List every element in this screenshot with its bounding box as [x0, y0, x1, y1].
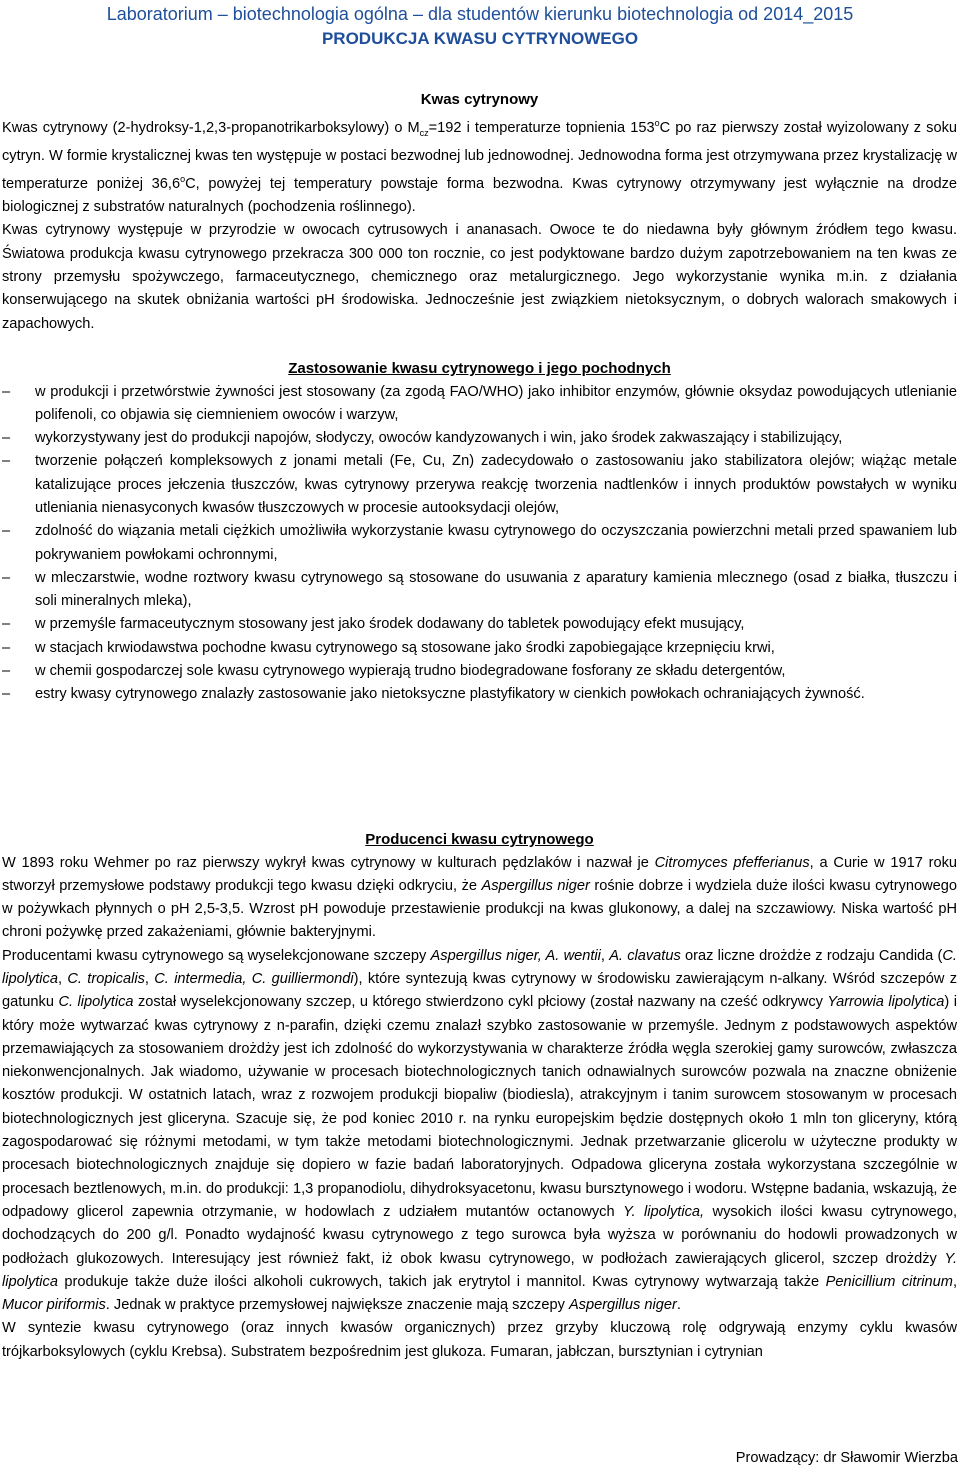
text-run: .: [676, 1297, 681, 1314]
species-name: C. lipolytica: [2, 947, 957, 987]
list-item-text: w chemii gospodarczej sole kwasu cytrynowego wypierają trudno biodegradowane fosforany ze składu detergentów,: [35, 663, 786, 680]
text-run: ,: [952, 1273, 957, 1290]
species-name: Aspergillus niger: [568, 1297, 677, 1314]
species-name: Penicillium citrinum: [825, 1273, 953, 1290]
subscript: cz: [419, 127, 429, 138]
section-heading: Producenci kwasu cytrynowego: [365, 831, 594, 848]
document-title: PRODUKCJA KWASU CYTRYNOWEGO: [321, 29, 639, 48]
text-run: ,: [144, 970, 155, 987]
dash-bullet: –: [2, 686, 11, 703]
applications-list: [2, 381, 957, 707]
species-name: Aspergillus niger, A. wentii: [430, 947, 601, 964]
dash-bullet: –: [2, 663, 11, 680]
text-run: Producentami kwasu cytrynowego są wyselekcjonowane szczepy: [2, 947, 431, 964]
list-item: [2, 660, 957, 683]
list-item-text: estry kwasy cytrynowego znalazły zastosowanie jako nietoksyczne plastyfikatory w cienkich powłokach ochraniających żywność.: [35, 686, 865, 703]
list-item-text: w przemyśle farmaceutycznym stosowany jest jako środek dodawany do tabletek powodujący efekt musujący,: [35, 616, 745, 633]
paragraph: W syntezie kwasu cytrynowego (oraz innych kwasów organicznych) przez grzyby kluczową rolę odgrywają enzymy cyklu kwasów trójkarboksylowych (cyklu Krebsa). Substratem bezpośrednim jest glukoza. Fumaran, jabłczan, bursztynian i cytrynian: [2, 1320, 957, 1360]
text-run: ) i który może wytwarzać kwas cytrynowy z n-parafin, dzięki czemu znalazł szybko zastosowanie w przemyśle. Jednym z podstawowych aspektów przemawiających za stosowaniem drożdży jest ich zdolność do wykorzystywania w charakterze źródła węgla szerokiej gamy surowców, zwłaszcza niekonwencjonalnych. Jak wiadomo, używanie w procesach biotechnologicznych tanich odnawialnych surowców pozwala na znaczne obniżenie kosztów produkcji. W ostatnich latach, wraz z rozwojem produkcji biopaliw (biodiesla), atrakcyjnym i tanim surowcem stosowanym w procesach biotechnologicznych jest gliceryna. Szacuje się, że pod koniec 2010 r. na rynku europejskim będzie dostępnych około 1 mln ton gliceryny, którą zagospodarować się różnymi metodami, w tym także metodami biotechnologicznymi. Jednak przetwarzanie glicerolu w użyteczne produkty w procesach biotechnologicznych znajduje się dopiero w fazie badań laboratoryjnych. Odpadowa gliceryna została wykorzystana szczególnie w procesach beztlenowych, m.in. do produkcji: 1,3 propanodiolu, dihydroksyacetonu, kwasu bursztynowego i wodoru. Wstępne badania, wskazują, że odpadowy glicerol zapewnia otrzymanie, w hodowlach z udziałem mutantów octanowych: [2, 994, 957, 1220]
superscript: o: [654, 117, 660, 128]
list-item: [2, 520, 957, 567]
species-name: Citromyces pfefferianus: [654, 854, 810, 871]
species-name: C. intermedia, C. guilliermondi: [154, 970, 354, 987]
list-item: [2, 450, 957, 520]
paragraph: Kwas cytrynowy występuje w przyrodzie w owocach cytrusowych i ananasach. Owoce te do niedawna były głównym źródłem tego kwasu. Światowa produkcja kwasu cytrynowego przekracza 300 000 ton rocznie, co jest podyktowane bardzo dużym zapotrzebowaniem na ten kwas ze strony przemysłu spożywczego, farmaceutycznego, chemicznego oraz metalurgicznego. Jego wykorzystanie wynika m.in. z działania konserwującego na skutek obniżania wartości pH środowiska. Jednocześnie jest związkiem nietoksycznym, o dobrych walorach smakowych i zapachowych.: [2, 222, 957, 332]
paragraph: [2, 112, 957, 220]
section-applications: [2, 357, 957, 707]
dash-bullet: –: [2, 430, 11, 447]
species-name: Mucor piriformis: [2, 1297, 106, 1314]
text-run: C po raz pierwszy został wyizolowany z soku cytryn. W formie krystalicznej kwas ten występuje w postaci bezwodnej lub jednowodnej. Jednowodna forma jest otrzymywana przez krystalizację w temperaturze poniżej 36,6: [2, 119, 957, 192]
section-citric-acid: [2, 88, 957, 336]
list-item: [2, 427, 957, 450]
species-name: Y. lipolytica: [2, 1250, 957, 1290]
section-heading: Kwas cytrynowy: [420, 91, 539, 108]
list-item-text: w mleczarstwie, wodne roztwory kwasu cytrynowego są stosowane do usuwania z aparatury kamienia mlecznego (osad z białka, tłuszczu i soli mineralnych mleka),: [35, 569, 957, 610]
paragraph: [2, 852, 957, 945]
list-item-text: wykorzystywany jest do produkcji napojów, słodyczy, owoców kandyzowanych i win, jako środek zakwaszający i stabilizujący,: [35, 430, 843, 447]
list-item-text: w stacjach krwiodawstwa pochodne kwasu cytrynowego są stosowane jako środki zapobiegające krzepnięciu krwi,: [35, 639, 775, 656]
text-run: ,: [600, 947, 610, 964]
text-run: produkuje także duże ilości alkoholi cukrowych, takich jak erytrytol i mannitol. Kwas cytrynowy wytwarzają także: [57, 1273, 826, 1290]
course-header: Laboratorium – biotechnologia ogólna – dla studentów kierunku biotechnologia od 2014_2015: [106, 4, 854, 24]
text-run: Kwas cytrynowy (2-hydroksy-1,2,3-propanotrikarboksylowy) o M: [2, 119, 420, 136]
list-item-text: zdolność do wiązania metali ciężkich umożliwiła wykorzystanie kwasu cytrynowego do oczyszczania powierzchni metali przed spawaniem lub pokrywaniem powłokami ochronnymi,: [35, 523, 957, 563]
list-item-text: tworzenie połączeń kompleksowych z jonami metali (Fe, Cu, Zn) zadecydowało o zastosowaniu jako stabilizatora olejów; wiążąc metale katalizujące proces jełczenia tłuszczów, kwas cytrynowy przerywa reakcję tworzenia nadtlenków i innych produktów powstałych w wyniku utleniania nienasyconych kwasów tłuszczowych w procesie autooksydacji olejów,: [35, 453, 957, 516]
species-name: C. tropicalis: [67, 970, 145, 987]
text-run: oraz liczne drożdże z rodzaju Candida (: [680, 947, 943, 964]
text-run: został wyselekcjonowany szczep, u którego stwierdzono cykl płciowy (został nazwany na cześć odkrywcy: [133, 994, 828, 1011]
dash-bullet: –: [2, 523, 11, 540]
list-item: [2, 567, 957, 614]
list-item: [2, 637, 957, 660]
dash-bullet: –: [2, 639, 11, 656]
dash-bullet: –: [2, 453, 11, 470]
superscript: o: [180, 173, 186, 184]
text-run: wysokich ilości kwasu cytrynowego, dochodzących do 200 g/l. Ponadto wydajność kwasu cytrynowego z tego surowca była wyższa w porównaniu do hodowli prowadzonych w podłożach glukozowych. Interesujący jest również fakt, iż obok kwasu cytrynowego, w podłożach zawierających glicerol, szczep drożdży: [2, 1203, 957, 1267]
species-name: Yarrowia lipolytica: [827, 994, 945, 1011]
text-run: =192 i temperaturze topnienia 153: [428, 119, 655, 136]
text-run: W 1893 roku Wehmer po raz pierwszy wykrył kwas cytrynowy w kulturach pędzlaków i nazwał je: [2, 854, 655, 871]
text-run: rośnie dobrze i wydziela duże ilości kwasu cytrynowego w pożywkach płynnych o pH 2,5-3,5. Wzrost pH powoduje przestawienie produkcji na kwas glukonowy, a dalej na szczawiowy. Niska wartość pH chroni pożywkę przed zakażeniami, głównie bakteryjnymi.: [2, 877, 958, 941]
species-name: C. lipolytica: [58, 994, 134, 1011]
list-item: [2, 683, 957, 706]
paragraph: [2, 945, 957, 1318]
dash-bullet: –: [2, 569, 11, 586]
instructor-footer: Prowadzący: dr Sławomir Wierzba: [735, 1450, 958, 1466]
text-run: . Jednak w praktyce przemysłowej największe znaczenie mają szczepy: [105, 1297, 569, 1314]
text-run: ), które syntezują kwas cytrynowy w środowisku zawierającym n-alkany. Wśród szczepów z gatunku: [2, 970, 957, 1011]
list-item: [2, 613, 957, 636]
species-name: Aspergillus niger: [481, 877, 590, 894]
text-run: ,: [57, 970, 68, 987]
section-producers: [2, 828, 957, 1364]
list-item: [2, 381, 957, 428]
dash-bullet: –: [2, 616, 11, 633]
list-item-text: w produkcji i przetwórstwie żywności jest stosowany (za zgodą FAO/WHO) jako inhibitor enzymów, głównie oksydaz powodujących utlenianie polifenoli, co objawia się ciemnieniem owoców i warzyw,: [35, 383, 957, 423]
species-name: Y. lipolytica,: [623, 1203, 705, 1220]
text-run: C, powyżej tej temperatury powstaje forma bezwodna. Kwas cytrynowy otrzymywany jest wyłącznie na drodze biologicznej z substratów naturalnych (pochodzenia roślinnego).: [2, 175, 957, 216]
section-heading: Zastosowanie kwasu cytrynowego i jego pochodnych: [288, 360, 671, 377]
species-name: A. clavatus: [609, 947, 681, 964]
text-run: , a Curie w 1917 roku stworzył przemysłowe podstawy produkcji tego kwasu dzięki odkryciu, że: [2, 854, 958, 894]
dash-bullet: –: [2, 383, 11, 400]
